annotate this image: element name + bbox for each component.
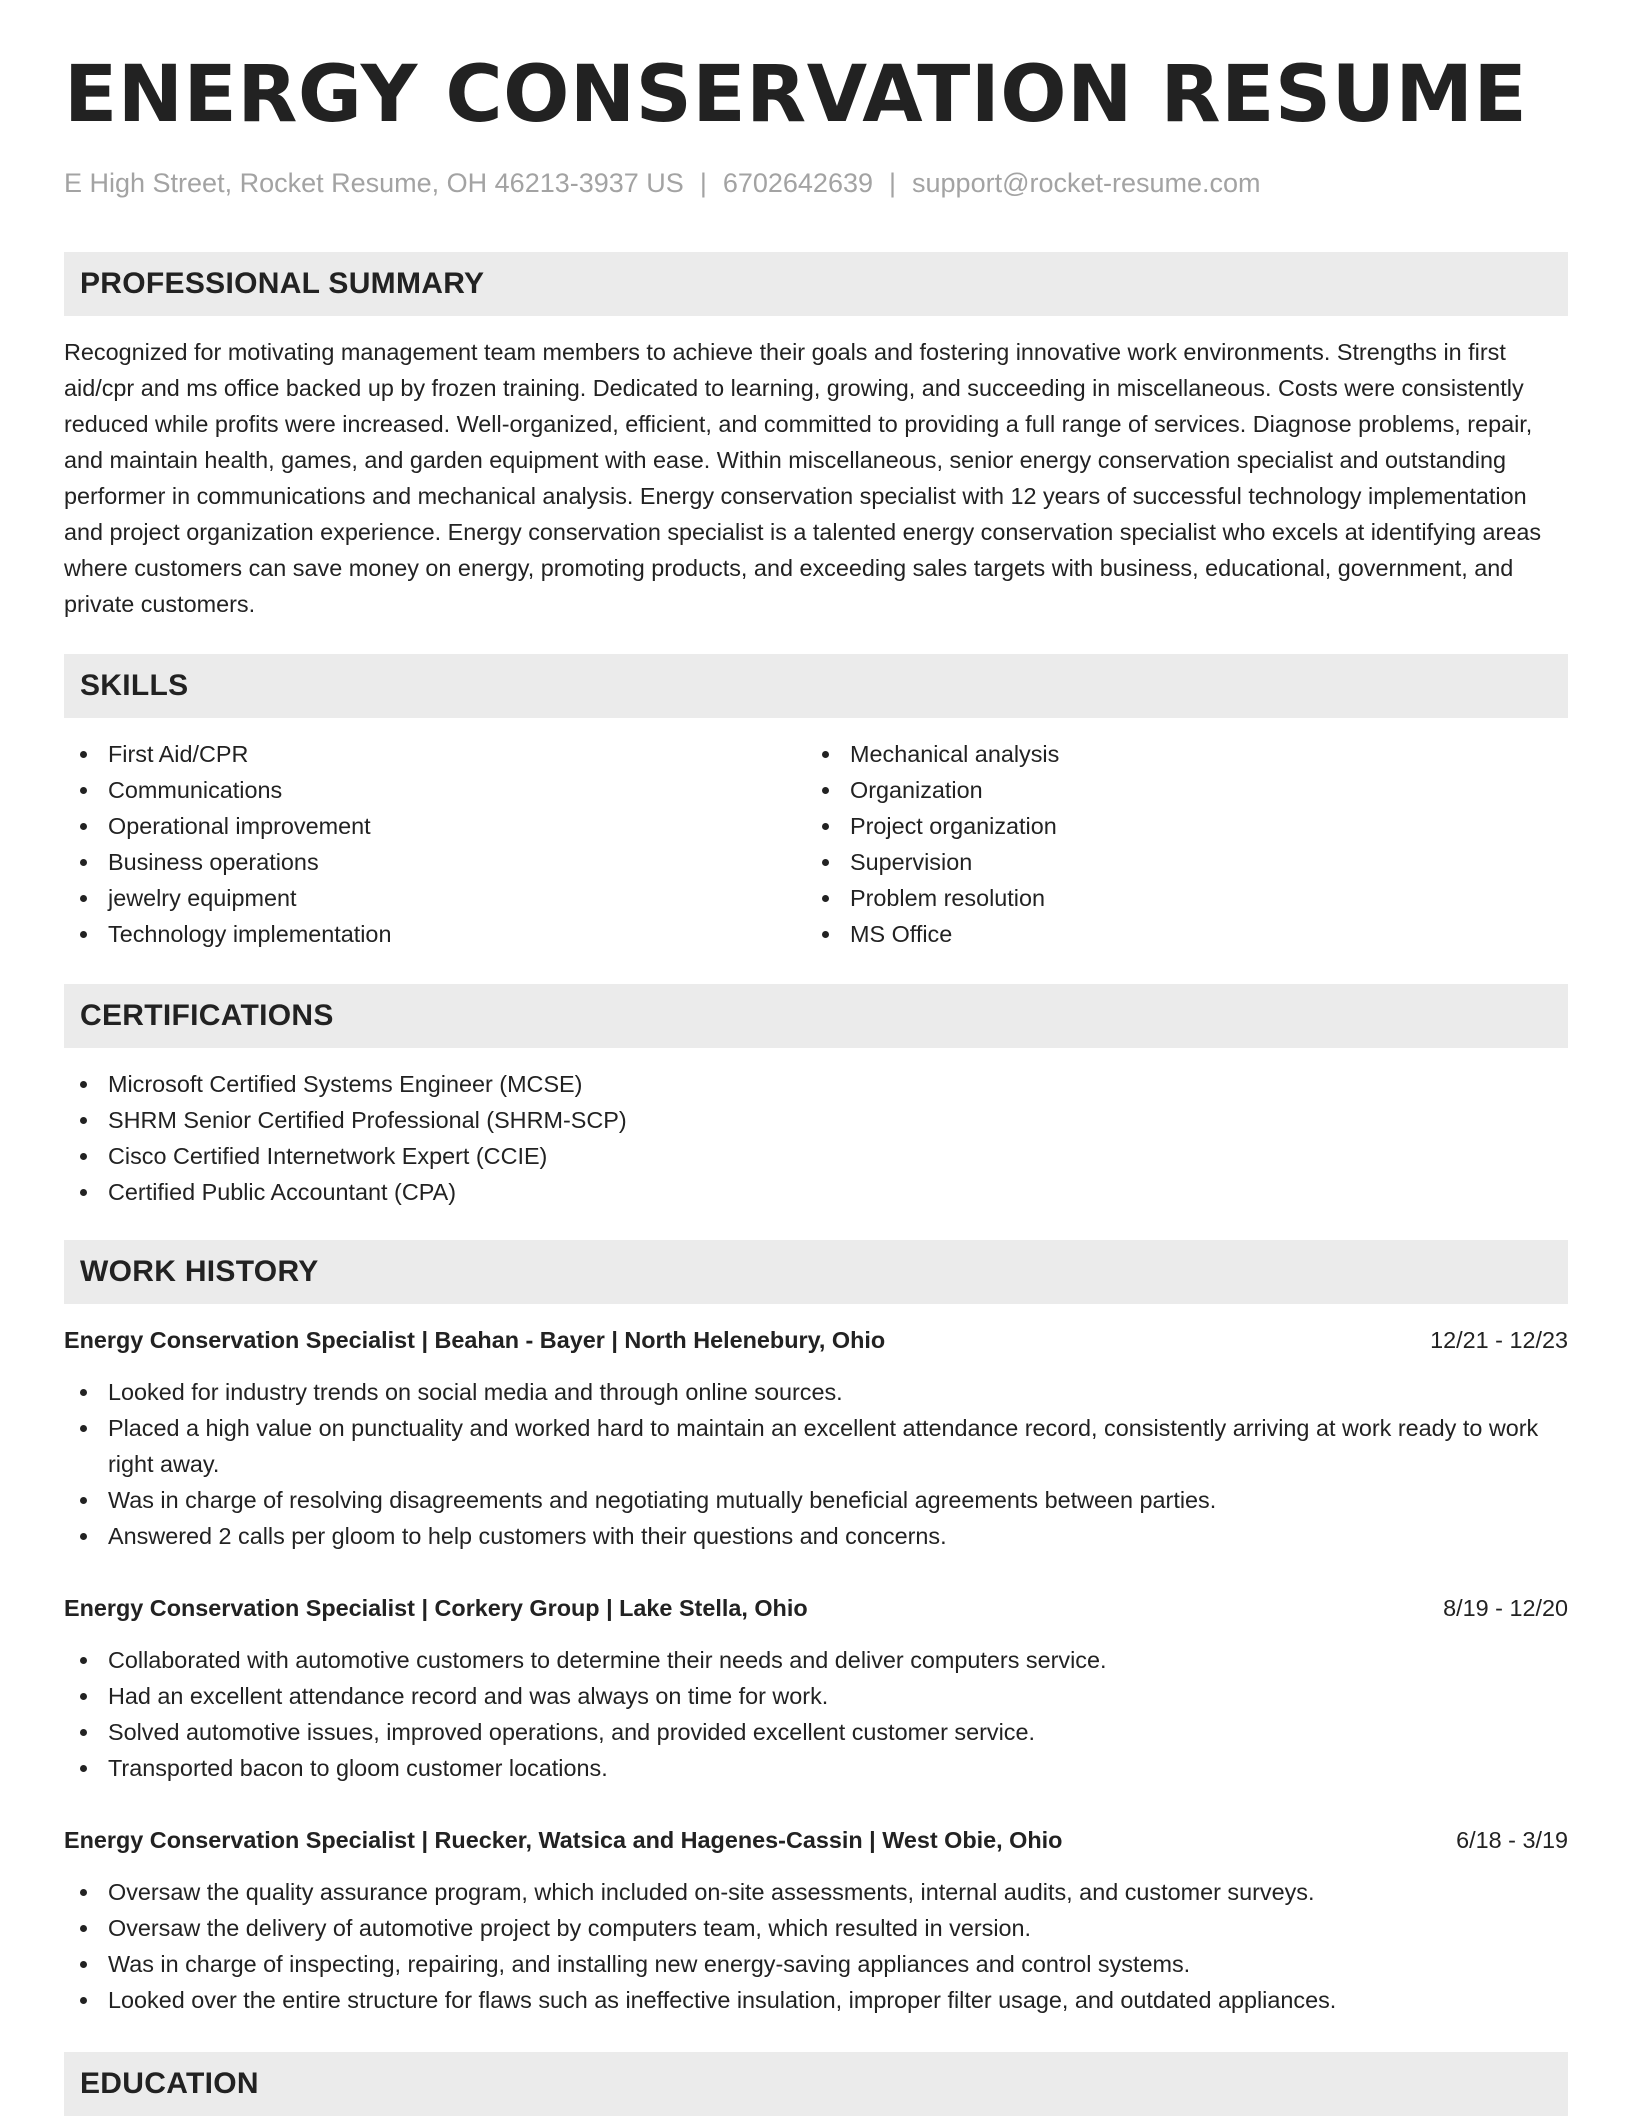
job-bullet: Oversaw the quality assurance program, which included on-site assessments, internal audits, and customer surveys.: [64, 1874, 1568, 1910]
job-header: [64, 1822, 1568, 1858]
job-title: Energy Conservation Specialist | Ruecker, Watsica and Hagenes-Cassin | West Obie, Ohio: [64, 1827, 1063, 1853]
skill-item: Operational improvement: [64, 808, 804, 844]
job-entry: [64, 1822, 1568, 2018]
certification-item: Certified Public Accountant (CPA): [64, 1174, 1568, 1210]
summary-section-header: [64, 252, 1568, 316]
summary-heading: PROFESSIONAL SUMMARY: [80, 267, 485, 300]
resume-title: ENERGY CONSERVATION RESUME: [64, 50, 1528, 140]
contact-phone: 6702642639: [722, 168, 873, 198]
skill-item: Supervision: [806, 844, 1546, 880]
job-bullets: [64, 1374, 1568, 1554]
job-bullet: Answered 2 calls per gloom to help customers with their questions and concerns.: [64, 1518, 1568, 1554]
skill-item: Mechanical analysis: [806, 736, 1546, 772]
contact-separator: |: [699, 168, 707, 198]
skill-item: Organization: [806, 772, 1546, 808]
skills-right-list: [806, 736, 1546, 952]
skill-item: First Aid/CPR: [64, 736, 804, 772]
job-bullet: Had an excellent attendance record and was always on time for work.: [64, 1678, 1568, 1714]
skill-item: Problem resolution: [806, 880, 1546, 916]
contact-line: [64, 168, 1261, 199]
skill-item: Business operations: [64, 844, 804, 880]
job-bullet: Was in charge of resolving disagreements and negotiating mutually beneficial agreements between parties.: [64, 1482, 1568, 1518]
job-header: [64, 1322, 1568, 1358]
job-entry: [64, 1590, 1568, 1786]
job-header: [64, 1590, 1568, 1626]
skills-heading: SKILLS: [80, 669, 189, 702]
job-entry: [64, 1322, 1568, 1554]
job-dates: 12/21 - 12/23: [1430, 1327, 1568, 1353]
certifications-section-header: [64, 984, 1568, 1048]
certifications-list-wrap: [64, 1066, 1568, 1210]
job-bullet: Solved automotive issues, improved operations, and provided excellent customer service.: [64, 1714, 1568, 1750]
skills-left-column: [64, 736, 804, 952]
skill-item: Technology implementation: [64, 916, 804, 952]
skills-section-header: [64, 654, 1568, 718]
certifications-list: [64, 1066, 1568, 1210]
job-bullets: [64, 1874, 1568, 2018]
job-bullet: Placed a high value on punctuality and worked hard to maintain an excellent attendance record, consistently arriving at work ready to work right away.: [64, 1410, 1568, 1482]
job-title: Energy Conservation Specialist | Beahan - Bayer | North Helenebury, Ohio: [64, 1327, 886, 1353]
certification-item: Cisco Certified Internetwork Expert (CCIE): [64, 1138, 1568, 1174]
job-bullet: Looked over the entire structure for flaws such as ineffective insulation, improper filter usage, and outdated appliances.: [64, 1982, 1568, 2018]
skill-item: jewelry equipment: [64, 880, 804, 916]
skill-item: MS Office: [806, 916, 1546, 952]
contact-separator: |: [889, 168, 897, 198]
certification-item: SHRM Senior Certified Professional (SHRM-SCP): [64, 1102, 1568, 1138]
certifications-heading: CERTIFICATIONS: [80, 999, 334, 1032]
skill-item: Project organization: [806, 808, 1546, 844]
job-title: Energy Conservation Specialist | Corkery Group | Lake Stella, Ohio: [64, 1595, 808, 1621]
skill-item: Communications: [64, 772, 804, 808]
education-section-header: [64, 2052, 1568, 2116]
skills-left-list: [64, 736, 804, 952]
skills-right-column: [806, 736, 1546, 952]
education-heading: EDUCATION: [80, 2067, 259, 2100]
job-dates: 6/18 - 3/19: [1456, 1827, 1568, 1853]
job-bullet: Was in charge of inspecting, repairing, and installing new energy-saving appliances and control systems.: [64, 1946, 1568, 1982]
job-bullets: [64, 1642, 1568, 1786]
job-bullet: Looked for industry trends on social media and through online sources.: [64, 1374, 1568, 1410]
summary-text: Recognized for motivating management team members to achieve their goals and fostering innovative work environments. Strengths in first aid/cpr and ms office backed up by frozen training. Dedicated to learning, growing, and succeeding in miscellaneous. Costs were consistently reduced while profits were increased. Well-organized, efficient, and committed to providing a full range of services. Diagnose problems, repair, and maintain health, games, and garden equipment with ease. Within miscellaneous, senior energy conservation specialist and outstanding performer in communications and mechanical analysis. Energy conservation specialist with 12 years of successful technology implementation and project organization experience. Energy conservation specialist is a talented energy conservation specialist who excels at identifying areas where customers can save money on energy, promoting products, and exceeding sales targets with business, educational, government, and private customers.: [64, 339, 1542, 617]
work-section-header: [64, 1240, 1568, 1304]
contact-address: E High Street, Rocket Resume, OH 46213-3937 US: [64, 168, 684, 198]
contact-email: support@rocket-resume.com: [912, 168, 1261, 198]
work-heading: WORK HISTORY: [80, 1255, 319, 1288]
job-bullet: Transported bacon to gloom customer locations.: [64, 1750, 1568, 1786]
job-bullet: Oversaw the delivery of automotive project by computers team, which resulted in version.: [64, 1910, 1568, 1946]
job-dates: 8/19 - 12/20: [1443, 1595, 1568, 1621]
job-bullet: Collaborated with automotive customers to determine their needs and deliver computers service.: [64, 1642, 1568, 1678]
certification-item: Microsoft Certified Systems Engineer (MCSE): [64, 1066, 1568, 1102]
